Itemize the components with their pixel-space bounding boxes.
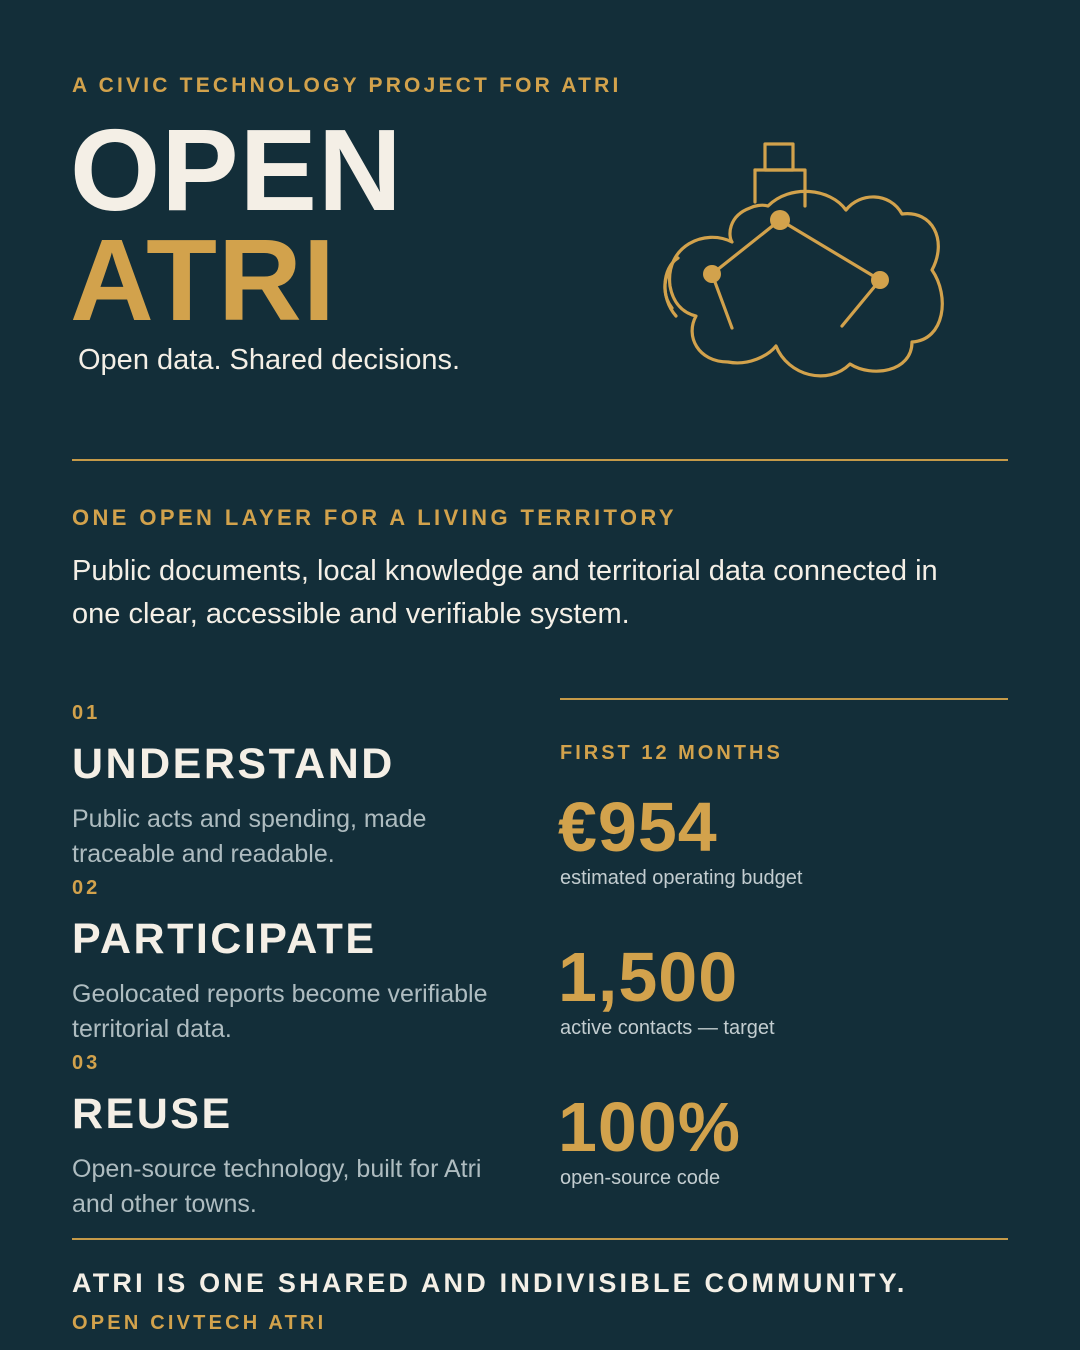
title-atri: ATRI — [70, 215, 337, 345]
stat-value-opensource: 100% — [558, 1088, 742, 1166]
pillar-number-2: 02 — [72, 877, 101, 899]
stat-caption-budget: estimated operating budget — [560, 867, 803, 889]
signature: OPEN CIVTECH ATRI — [72, 1312, 327, 1334]
eyebrow: A CIVIC TECHNOLOGY PROJECT FOR ATRI — [72, 74, 622, 97]
divider-top — [72, 459, 1008, 461]
tagline: Open data. Shared decisions. — [78, 344, 461, 376]
pillar-title-understand: UNDERSTAND — [72, 740, 395, 788]
stats-label: FIRST 12 MONTHS — [560, 742, 783, 764]
stat-value-budget: €954 — [558, 788, 718, 866]
closing-statement: ATRI IS ONE SHARED AND INDIVISIBLE COMMUNITY. — [72, 1268, 908, 1298]
pillar-desc-participate: Geolocated reports become verifiable territorial data. — [72, 980, 488, 1043]
cloud-network-icon — [650, 136, 960, 396]
section-label: ONE OPEN LAYER FOR A LIVING TERRITORY — [72, 505, 677, 530]
stat-caption-opensource: open-source code — [560, 1167, 721, 1189]
pillar-title-reuse: REUSE — [72, 1090, 233, 1138]
divider-stats — [560, 698, 1008, 700]
intro-text: Public documents, local knowledge and territorial data connected in one clear, accessible and verifiable system. — [72, 555, 938, 630]
divider-bottom — [72, 1238, 1008, 1240]
stat-caption-contacts: active contacts — target — [560, 1017, 775, 1039]
pillar-number-3: 03 — [72, 1052, 101, 1074]
title-open: OPEN — [70, 105, 403, 235]
pillar-title-participate: PARTICIPATE — [72, 915, 377, 963]
stat-value-contacts: 1,500 — [558, 938, 739, 1016]
pillar-desc-understand: Public acts and spending, made traceable and readable. — [72, 805, 427, 868]
pillar-desc-reuse: Open-source technology, built for Atri and other towns. — [72, 1155, 482, 1218]
pillar-number-1: 01 — [72, 702, 101, 724]
